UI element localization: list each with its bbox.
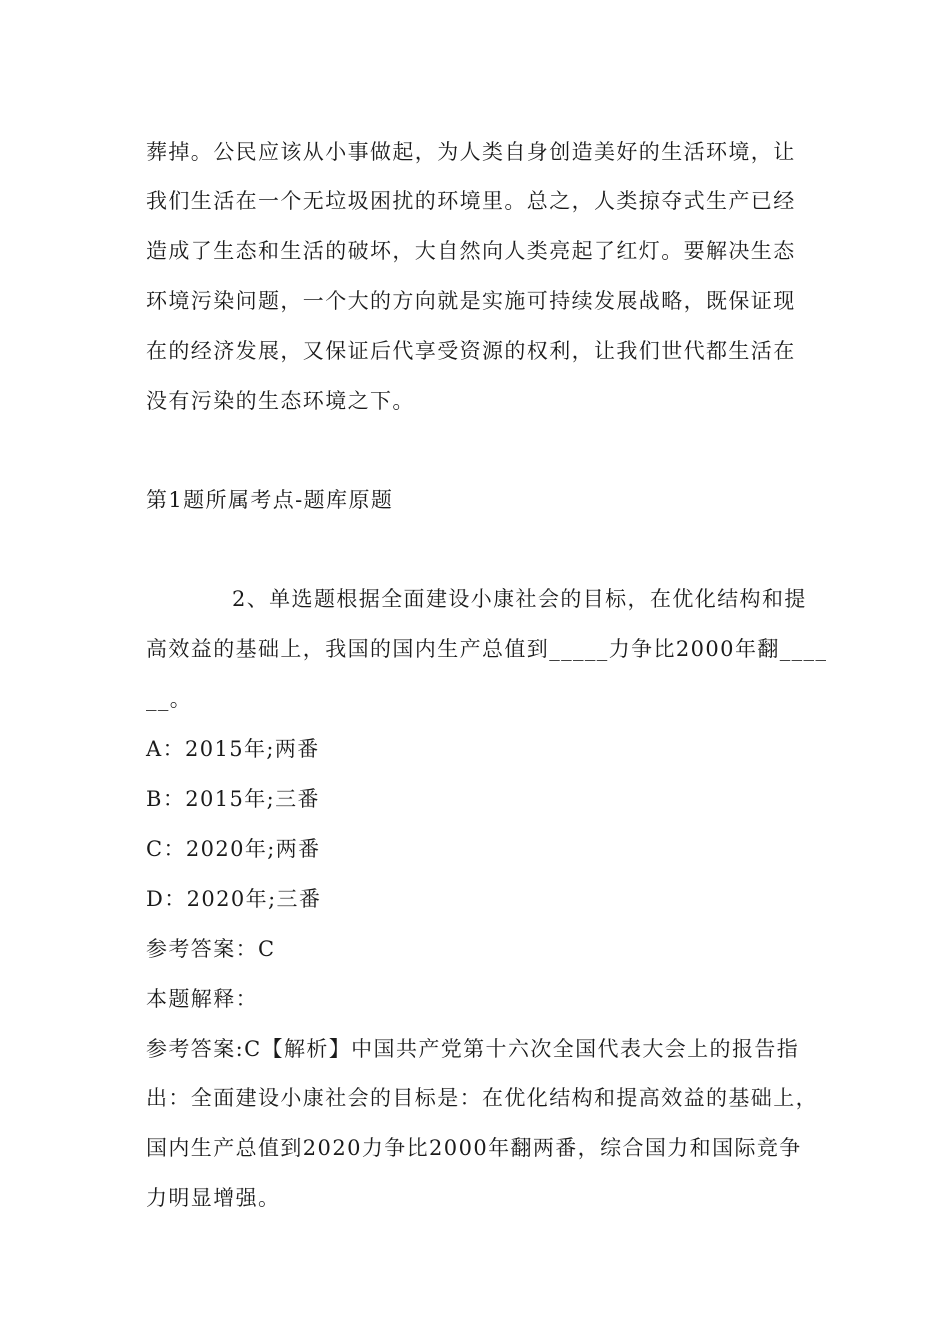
passage-line-5: 在的经济发展，又保证后代享受资源的权利，让我们世代都生活在 — [146, 339, 796, 363]
passage-line-1: 葬掉。公民应该从小事做起，为人类自身创造美好的生活环境，让 — [146, 140, 796, 164]
option-d: D：2020年;三番 — [146, 887, 322, 911]
option-c: C：2020年;两番 — [146, 837, 321, 861]
passage-line-2: 我们生活在一个无垃圾困扰的环境里。总之，人类掠夺式生产已经 — [146, 189, 796, 213]
explanation-line-3: 国内生产总值到2020力争比2000年翻两番，综合国力和国际竞争 — [146, 1136, 802, 1160]
question-2-line-3: __。 — [146, 687, 193, 711]
reference-answer: 参考答案：C — [146, 937, 276, 961]
option-a: A：2015年;两番 — [146, 737, 320, 761]
option-b: B：2015年;三番 — [146, 787, 320, 811]
question-2-line-1: 2、单选题根据全面建设小康社会的目标，在优化结构和提 — [232, 587, 807, 611]
explanation-line-4: 力明显增强。 — [146, 1186, 281, 1210]
passage-line-3: 造成了生态和生活的破坏，大自然向人类亮起了红灯。要解决生态 — [146, 239, 796, 263]
explanation-label: 本题解释： — [146, 987, 258, 1011]
passage-line-6: 没有污染的生态环境之下。 — [146, 389, 415, 413]
explanation-line-2: 出：全面建设小康社会的目标是：在优化结构和提高效益的基础上， — [146, 1086, 818, 1110]
passage-line-4: 环境污染问题，一个大的方向就是实施可持续发展战略，既保证现 — [146, 289, 796, 313]
explanation-line-1: 参考答案:C【解析】中国共产党第十六次全国代表大会上的报告指 — [146, 1037, 800, 1061]
question-2-line-2: 高效益的基础上，我国的国内生产总值到_____力争比2000年翻____ — [146, 637, 828, 661]
question-1-point: 第1题所属考点-题库原题 — [146, 488, 394, 512]
